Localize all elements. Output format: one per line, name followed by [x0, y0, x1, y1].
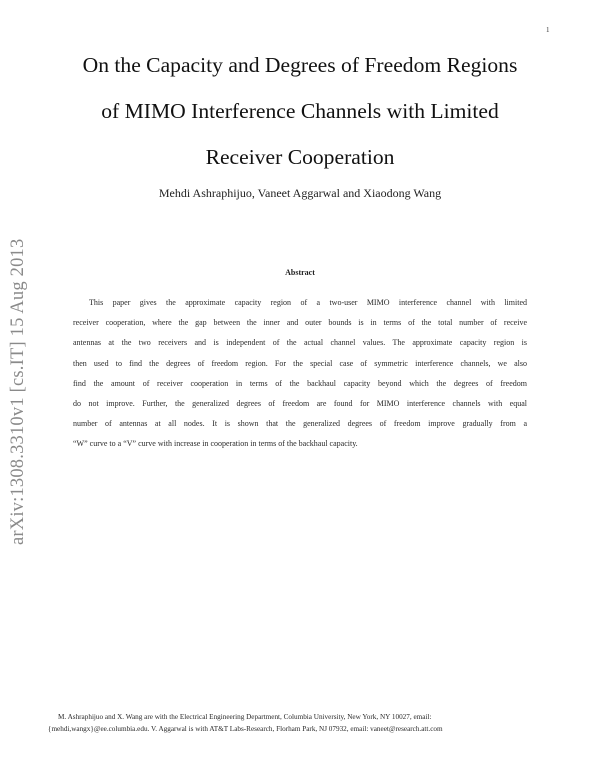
author-list: Mehdi Ashraphijuo, Vaneet Aggarwal and Xiaodong Wang	[158, 186, 442, 200]
page-number: 1	[546, 26, 550, 34]
abstract-line: do not improve. Further, the generalized degrees of freedom are found for MIMO interference channels with equal	[73, 399, 527, 409]
abstract-line: number of antennas at all nodes. It is shown that the generalized degrees of freedom improve gradually from a	[73, 419, 527, 429]
footnote-line: {mehdi,wangx}@ee.columbia.edu. V. Aggarwal is with AT&T Labs-Research, Florham Park, NJ 07932, email: vaneet@research.att.com	[48, 724, 443, 733]
abstract-heading: Abstract	[285, 268, 315, 277]
abstract-line: antennas at the two receivers and is independent of the actual channel values. The approximate capacity region is	[73, 338, 527, 348]
abstract-line: find the amount of receiver cooperation in terms of the backhaul capacity beyond which the degrees of freedom	[73, 378, 527, 388]
title-line: On the Capacity and Degrees of Freedom Regions	[82, 53, 518, 77]
footnote-line: M. Ashraphijuo and X. Wang are with the Electrical Engineering Department, Columbia University, New York, NY 10027, email:	[58, 713, 432, 721]
abstract-line: receiver cooperation, where the gap between the inner and outer bounds is in terms of the total number of receive	[73, 318, 527, 328]
abstract-body	[73, 293, 527, 455]
affiliation-footnote	[48, 712, 552, 735]
title-line: of MIMO Interference Channels with Limited	[101, 99, 499, 123]
paper-title	[50, 42, 550, 180]
title-line: Receiver Cooperation	[205, 145, 395, 169]
abstract-line: This paper gives the approximate capacity region of a two-user MIMO interference channel with limited	[89, 298, 527, 307]
abstract-line: then used to find the degrees of freedom region. For the special case of symmetric interference channels, we also	[73, 358, 527, 368]
arxiv-identifier-stamp: arXiv:1308.3310v1 [cs.IT] 15 Aug 2013	[8, 238, 28, 545]
abstract-line: “W” curve to a “V” curve with increase in cooperation in terms of the backhaul capacity.	[73, 439, 358, 449]
